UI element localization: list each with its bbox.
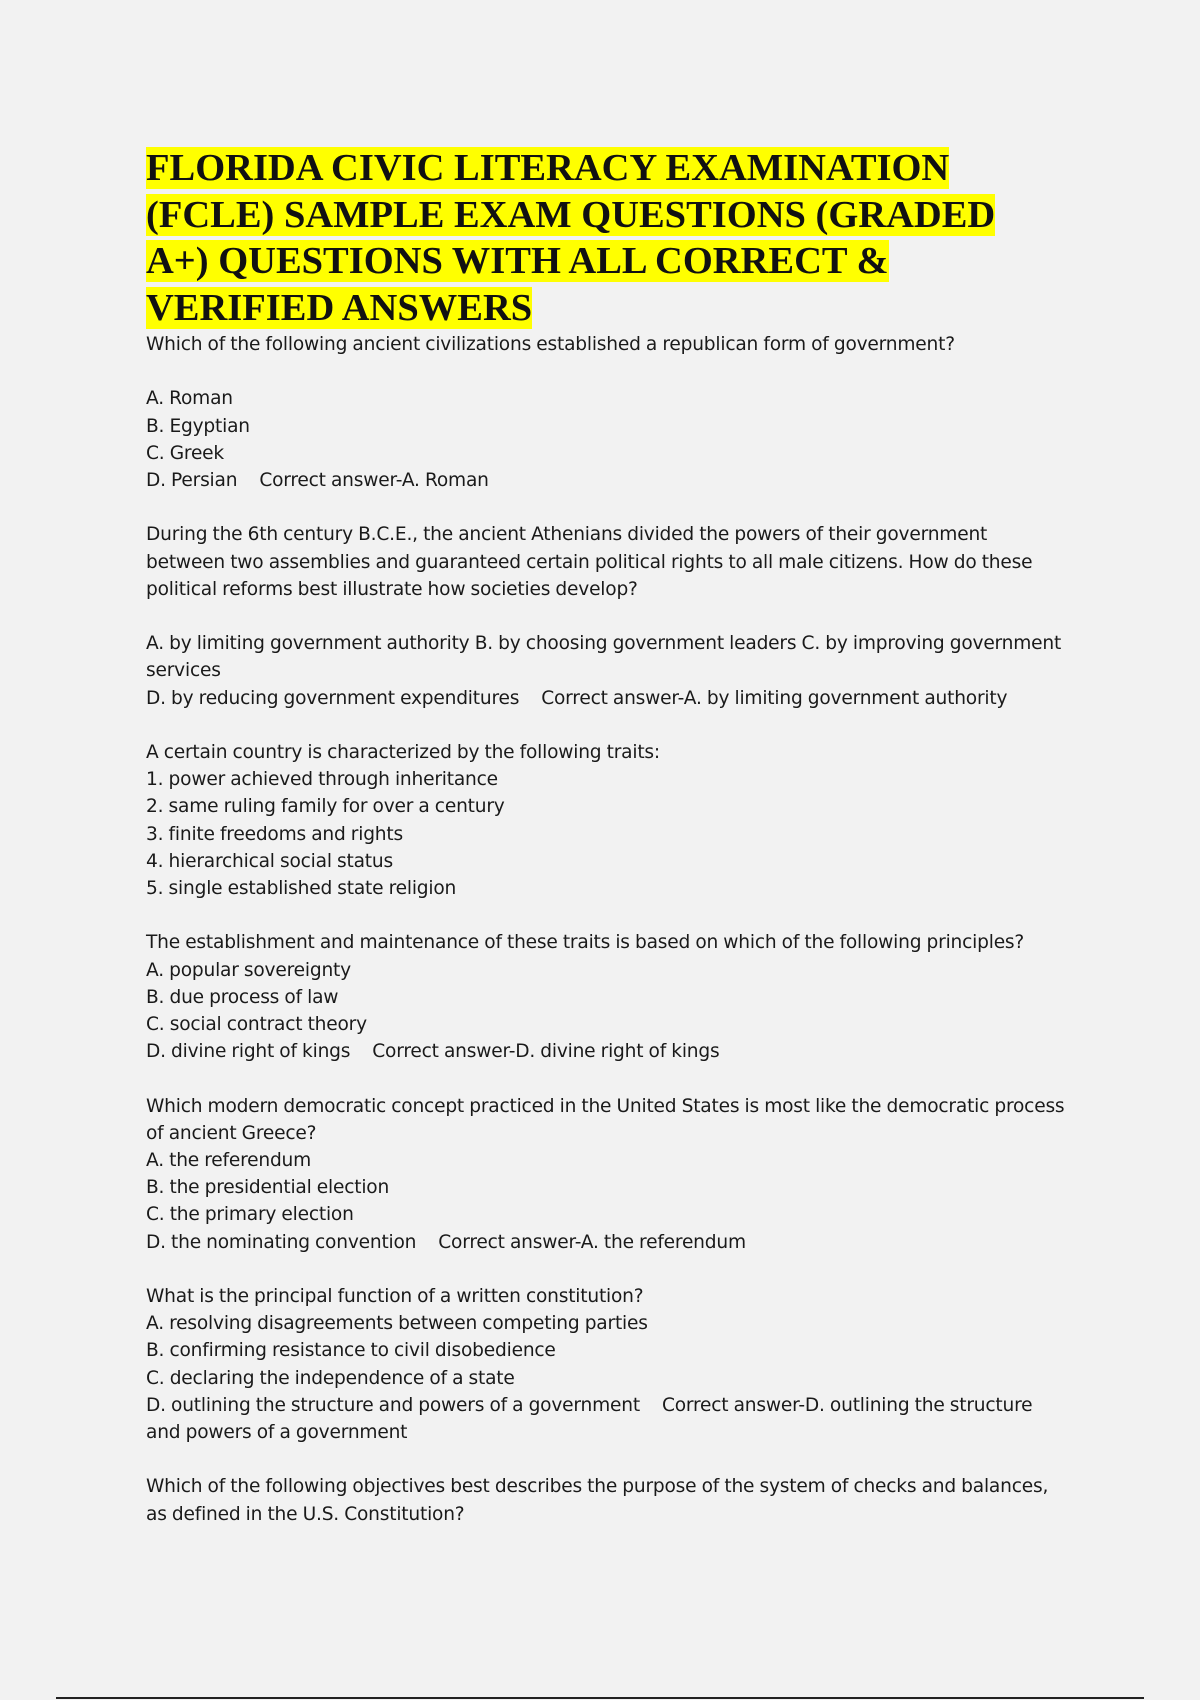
question-text: political reforms best illustrate how societies develop?: [146, 578, 638, 600]
question-text: of ancient Greece?: [146, 1122, 317, 1144]
document-title: [146, 145, 1066, 331]
question-text: as defined in the U.S. Constitution?: [146, 1503, 465, 1525]
answer-option: D. Persian: [146, 470, 238, 491]
answer-option: C. Greek: [146, 442, 224, 464]
question-block: [146, 521, 1066, 711]
correct-answer: Correct answer-D. divine right of kings: [372, 1041, 720, 1063]
answer-option: B. Egyptian: [146, 415, 250, 437]
title-line: (FCLE) SAMPLE EXAM QUESTIONS (GRADED: [146, 193, 996, 236]
question-text: Which of the following ancient civilizations established a republican form of government?: [146, 334, 955, 355]
question-block: [146, 1283, 1066, 1446]
question-text: What is the principal function of a written constitution?: [146, 1286, 644, 1307]
question-text: Which modern democratic concept practiced in the United States is most like the democratic process: [146, 1095, 1065, 1117]
page-bottom-rule: [56, 1697, 1144, 1699]
answer-option: B. confirming resistance to civil disobedience: [146, 1340, 556, 1362]
answer-option: D. outlining the structure and powers of a government: [146, 1394, 640, 1416]
document-body: [146, 331, 1066, 1528]
answer-option: C. declaring the independence of a state: [146, 1367, 515, 1389]
answer-option: C. the primary election: [146, 1204, 354, 1226]
trait-item: 5. single established state religion: [146, 878, 457, 899]
answer-option: services: [146, 660, 221, 682]
question-block: [146, 739, 1066, 1065]
question-block: [146, 1473, 1066, 1527]
question-text: The establishment and maintenance of these traits is based on which of the following principles?: [146, 932, 1025, 954]
question-intro: A certain country is characterized by the following traits:: [146, 741, 660, 763]
correct-answer: Correct answer-A. Roman: [259, 470, 489, 491]
answer-option: D. divine right of kings: [146, 1041, 351, 1063]
answer-option: D. by reducing government expenditures: [146, 687, 520, 709]
question-block: [146, 331, 1066, 494]
title-line: VERIFIED ANSWERS: [146, 286, 533, 329]
answer-option: B. due process of law: [146, 986, 339, 1008]
correct-answer: Correct answer-D. outlining the structure: [661, 1394, 1033, 1416]
document-page: [146, 145, 1066, 1528]
title-line: A+) QUESTIONS WITH ALL CORRECT &: [146, 240, 889, 282]
correct-answer: Correct answer-A. by limiting government authority: [541, 687, 1008, 709]
answer-option: A. popular sovereignty: [146, 959, 351, 981]
correct-answer: Correct answer-A. the referendum: [438, 1231, 746, 1253]
answer-option: A. by limiting government authority B. by choosing government leaders C. by improving government: [146, 633, 1062, 655]
trait-item: 3. finite freedoms and rights: [146, 823, 403, 845]
question-text: During the 6th century B.C.E., the ancient Athenians divided the powers of their government: [146, 524, 988, 546]
answer-option: D. the nominating convention: [146, 1231, 417, 1253]
title-line: FLORIDA CIVIC LITERACY EXAMINATION: [146, 147, 950, 189]
answer-option: A. resolving disagreements between competing parties: [146, 1313, 648, 1335]
question-block: [146, 1093, 1066, 1256]
correct-answer-continued: and powers of a government: [146, 1422, 408, 1444]
answer-option: A. Roman: [146, 388, 233, 410]
answer-option: B. the presidential election: [146, 1177, 390, 1199]
answer-option: C. social contract theory: [146, 1014, 367, 1035]
trait-item: 4. hierarchical social status: [146, 850, 393, 872]
question-text: Which of the following objectives best describes the purpose of the system of checks and balances,: [146, 1476, 1049, 1498]
question-text: between two assemblies and guaranteed certain political rights to all male citizens. How do these: [146, 551, 1033, 573]
trait-item: 1. power achieved through inheritance: [146, 769, 498, 791]
trait-item: 2. same ruling family for over a century: [146, 796, 505, 818]
answer-option: A. the referendum: [146, 1150, 312, 1171]
